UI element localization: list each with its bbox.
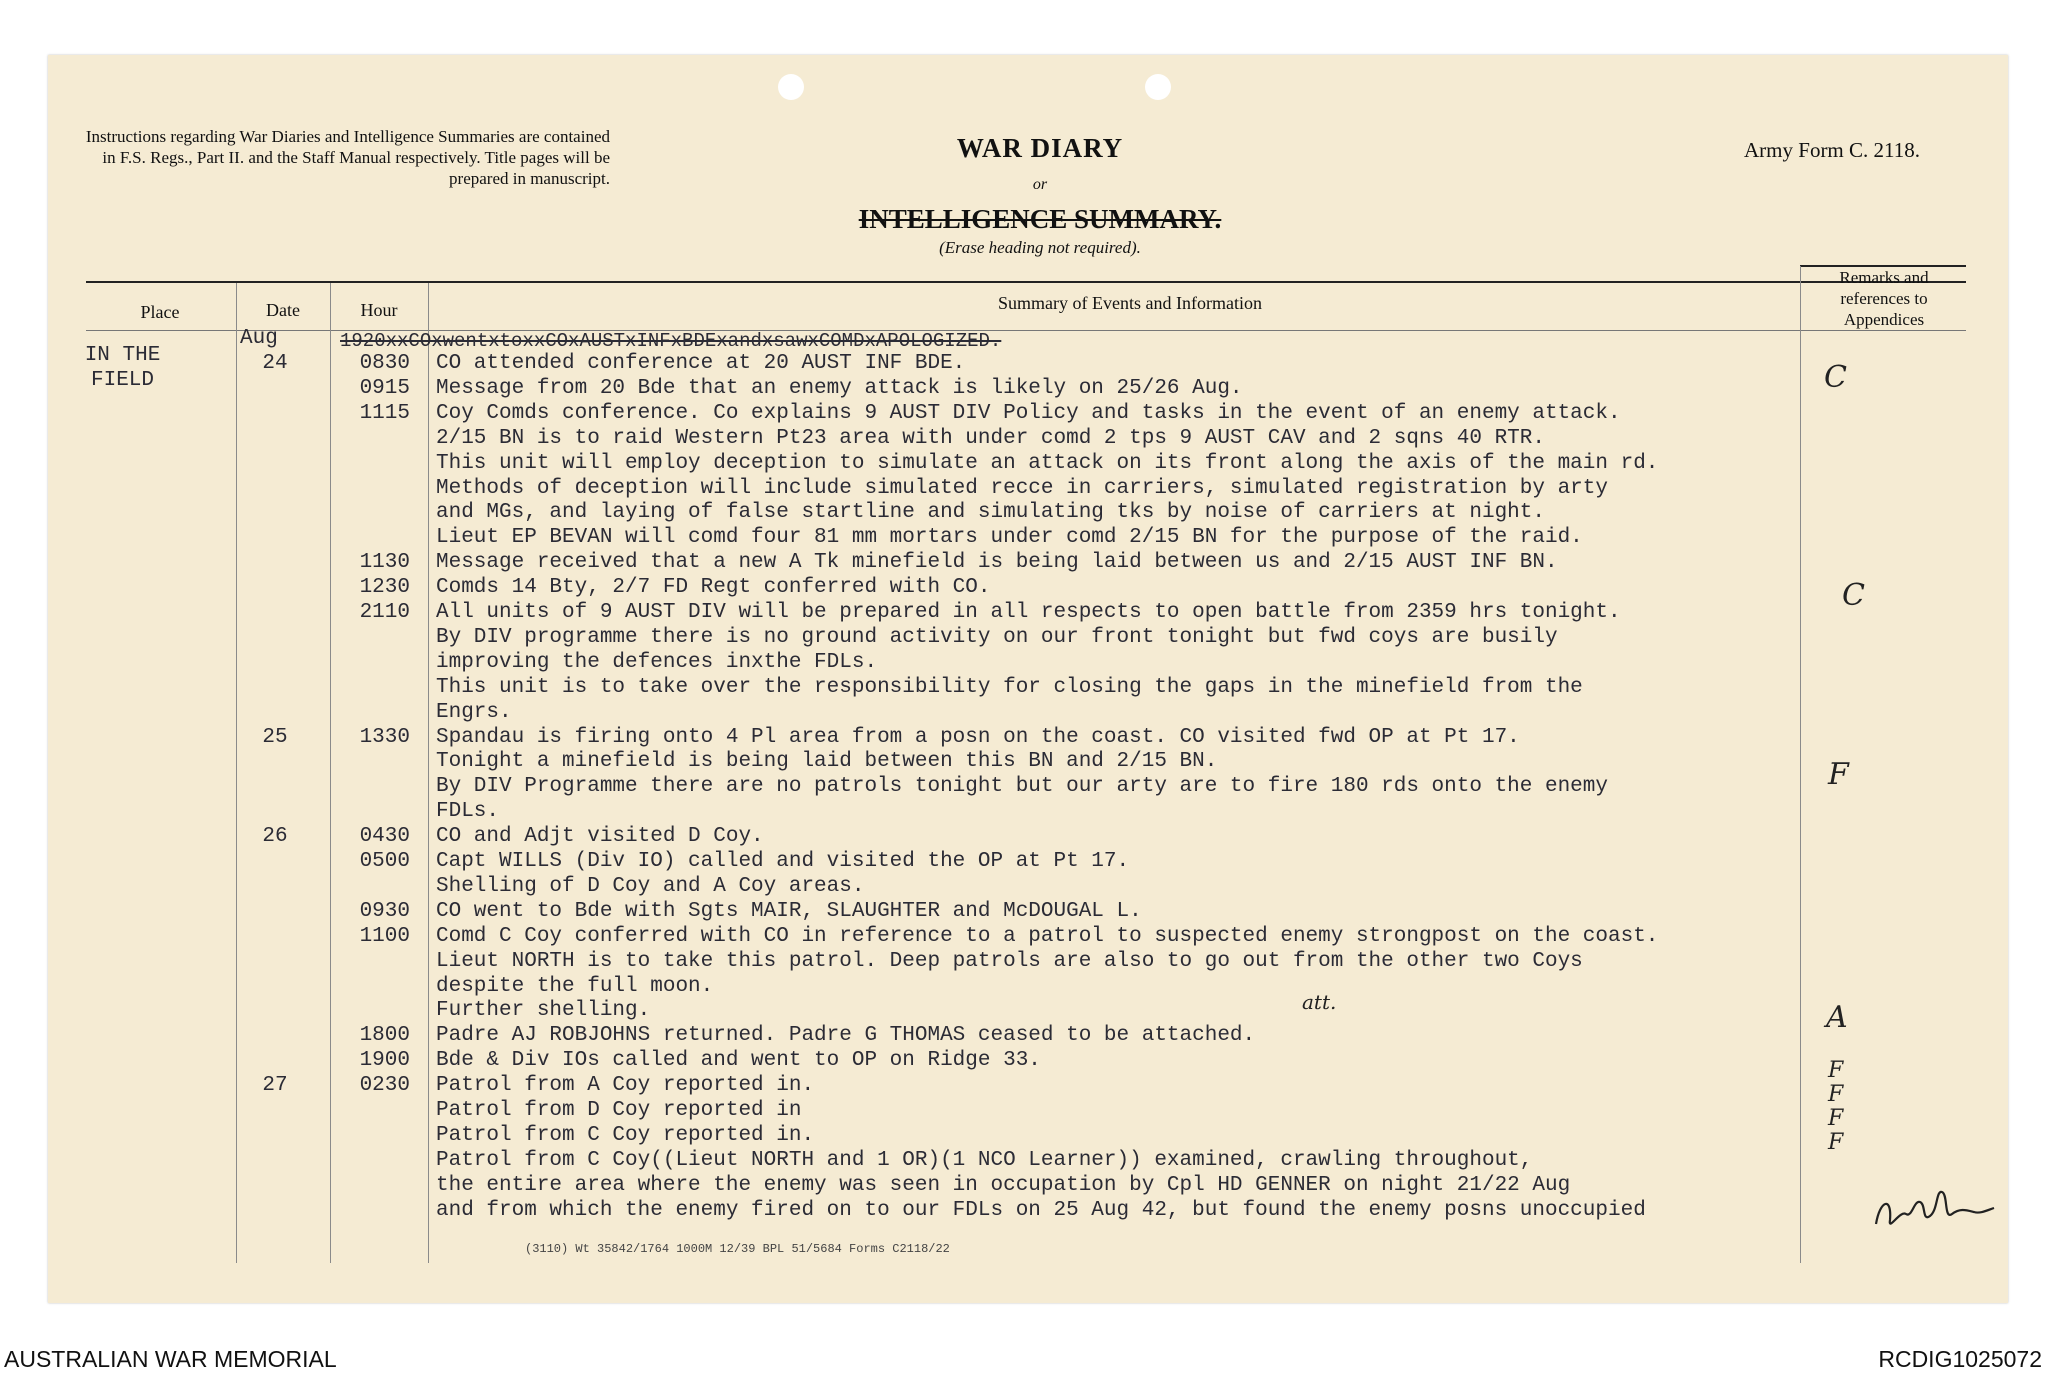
place-entry: IN THE FIELD [84,344,161,392]
remark-mark: C [1842,578,1865,613]
entry-hour: 0930 [359,900,410,923]
column-divider-date [330,283,331,1263]
remark-mark: C [1824,360,1847,395]
entry-date: 25 [262,726,288,749]
entry-text: and from which the enemy fired on to our FDLs on 25 Aug 42, but found the enemy posns unoccupied [436,1199,1646,1222]
entry-text: Patrol from D Coy reported in [436,1099,802,1122]
entry-hour: 0500 [359,850,410,873]
remark-mark: F [1828,1106,1844,1131]
entry-text: 2/15 BN is to raid Western Pt23 area with under comd 2 tps 9 AUST CAV and 2 sqns 40 RTR. [436,427,1545,450]
form-title: WAR DIARY [956,133,1124,163]
entry-hour: 1900 [359,1049,410,1072]
remark-mark: F [1828,1082,1844,1107]
entry-hour: 0430 [359,825,410,848]
punch-hole-left [778,74,804,100]
entry-text: despite the full moon. [436,975,714,998]
column-header-date: Date [266,300,300,320]
entry-text: Bde & Div IOs called and went to OP on Ridge 33. [436,1049,1041,1072]
erase-note: (Erase heading not required). [939,238,1141,257]
entry-text: Methods of deception will include simulated recce in carriers, simulated registration by arty [436,477,1608,500]
month-label: Aug [240,327,278,350]
column-divider-place [236,283,237,1263]
archive-caption: AUSTRALIAN WAR MEMORIAL [4,1346,337,1372]
entry-text: This unit will employ deception to simulate an attack on its front along the axis of the main rd. [436,452,1659,475]
table-top-rule [86,281,1966,283]
entry-text: By DIV Programme there are no patrols tonight but our arty are to fire 180 rds onto the enemy [436,775,1608,798]
entry-hour: 2110 [359,601,410,624]
entry-text: Spandau is firing onto 4 Pl area from a posn on the coast. CO visited fwd OP at Pt 17. [436,726,1520,749]
column-header-summary: Summary of Events and Information [998,293,1262,313]
entry-text: CO and Adjt visited D Coy. [436,825,764,848]
column-header-place: Place [140,302,180,322]
entry-text: Padre AJ ROBJOHNS returned. Padre G THOMAS ceased to be attached. [436,1024,1256,1047]
entry-text: By DIV programme there is no ground activity on our front tonight but fwd coys are busily [436,626,1558,649]
entry-text: Lieut NORTH is to take this patrol. Deep patrols are also to go out from the other two Coys [436,950,1583,973]
inserted-word-handwritten: att. [1302,990,1337,1014]
remark-mark: F [1828,1058,1844,1083]
entry-text: Engrs. [436,701,512,724]
entry-text: CO went to Bde with Sgts MAIR, SLAUGHTER and McDOUGAL L. [436,900,1142,923]
entry-text: Shelling of D Coy and A Coy areas. [436,875,865,898]
entry-date: 26 [262,825,288,848]
struck-typed-line: 1920xxCOxwentxtoxxCOxAUSTxINFxBDExandxsawxCOMDxAPOLOGIZED. [340,330,1002,352]
entry-text: FDLs. [436,800,500,823]
entry-text: Capt WILLS (Div IO) called and visited the OP at Pt 17. [436,850,1130,873]
handwritten-signature [1870,1180,2000,1240]
form-print-code: (3110) Wt 35842/1764 1000M 12/39 BPL 51/5684 Forms C2118/22 [525,1242,950,1256]
entry-text: Patrol from C Coy reported in. [436,1124,815,1147]
entry-text: Message from 20 Bde that an enemy attack is likely on 25/26 Aug. [436,377,1243,400]
entry-hour: 1115 [359,402,410,425]
entry-hour: 0915 [359,377,410,400]
instructions-text: Instructions regarding War Diaries and Intelligence Summaries are contained in F.S. Regs., Part II. and the Staff Manual respectively. Title pages will be prepared in manuscript. [85,127,610,188]
column-header-remarks: Remarks and references to Appendices [1839,268,1929,329]
entry-text: Message received that a new A Tk minefield is being laid between us and 2/15 AUST INF BN. [436,551,1558,574]
column-divider-hour [428,283,429,1263]
entry-text: All units of 9 AUST DIV will be prepared in all respects to open battle from 2359 hrs tonight. [436,601,1621,624]
entry-text: Patrol from A Coy reported in. [436,1074,815,1097]
entry-text: Coy Comds conference. Co explains 9 AUST DIV Policy and tasks in the event of an enemy attack. [436,402,1621,425]
entry-date: 27 [262,1074,288,1097]
entry-hour: 1100 [359,925,410,948]
archive-reference: RCDIG1025072 [1878,1346,2042,1372]
entry-hour: 1800 [359,1024,410,1047]
entry-text: the entire area where the enemy was seen in occupation by Cpl HD GENNER on night 21/22 Aug [436,1174,1571,1197]
column-divider-remarks [1800,266,1801,1263]
remark-mark: A [1826,1000,1848,1035]
entry-text: and MGs, and laying of false startline and simulating tks by noise of carriers at night. [436,501,1545,524]
entry-text: Comd C Coy conferred with CO in reference to a patrol to suspected enemy strongpost on the coast. [436,925,1659,948]
column-header-hour: Hour [360,300,398,320]
entry-text: Further shelling. [436,999,651,1022]
entry-hour: 1330 [359,726,410,749]
entry-text: This unit is to take over the responsibility for closing the gaps in the minefield from the [436,676,1583,699]
entry-text: Lieut EP BEVAN will comd four 81 mm mortars under comd 2/15 BN for the purpose of the raid. [436,526,1583,549]
entry-text: Tonight a minefield is being laid between this BN and 2/15 BN. [436,750,1218,773]
entry-text: improving the defences inxthe FDLs. [436,651,878,674]
entry-hour: 0830 [359,352,410,375]
punch-hole-right [1145,74,1171,100]
title-or: or [1032,176,1048,193]
remark-mark: F [1828,757,1849,792]
entry-text: Comds 14 Bty, 2/7 FD Regt conferred with CO. [436,576,991,599]
form-subtitle-struck: INTELLIGENCE SUMMARY. [858,204,1222,234]
entry-text: CO attended conference at 20 AUST INF BDE. [436,352,966,375]
entry-date: 24 [262,352,288,375]
entry-hour: 1130 [359,551,410,574]
remark-mark: F [1828,1130,1844,1155]
entry-hour: 0230 [359,1074,410,1097]
form-number: Army Form C. 2118. [1744,138,1920,162]
entry-hour: 1230 [359,576,410,599]
entry-text: Patrol from C Coy((Lieut NORTH and 1 OR)(1 NCO Learner)) examined, crawling throughout, [436,1149,1533,1172]
